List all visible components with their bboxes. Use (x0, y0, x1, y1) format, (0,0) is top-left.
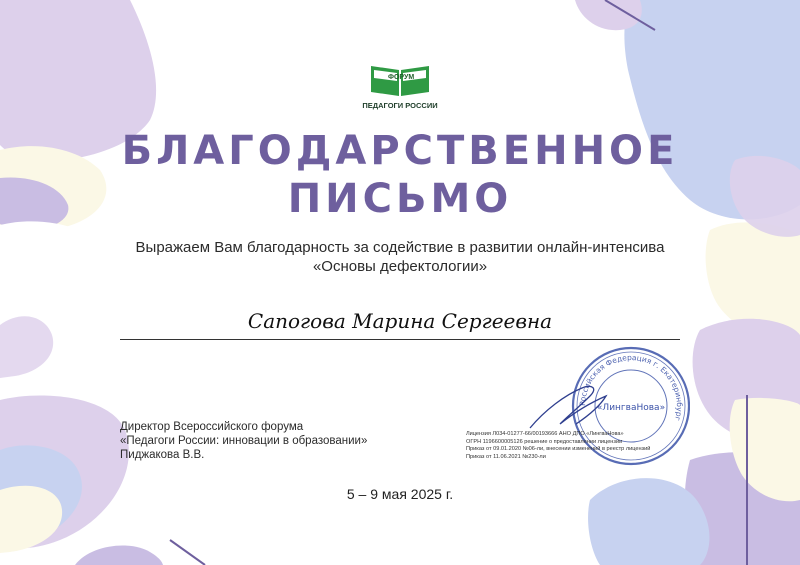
license-text (466, 431, 650, 461)
director-line-1: Директор Всероссийского форума (120, 421, 304, 433)
license-line-4: Приказ от 11.06.2021 №230-ли (466, 453, 546, 460)
gratitude-text (0, 238, 800, 276)
gratitude-line-1: Выражаем Вам благодарность за содействие в развитии онлайн-интенсива (135, 239, 665, 256)
forum-logo (355, 60, 445, 112)
license-line-3: Приказ от 09.01.2020 №06-ли, внесении изменений в реестр лицензий (466, 446, 651, 453)
stamp-center-text: «ЛингваНова» (596, 403, 666, 413)
license-line-1: Лицензия Л034-01277-66/00193666 АНО ДПО «ЛингваНова» (466, 431, 624, 437)
event-dates: 5 – 9 мая 2025 г. (346, 486, 454, 502)
director-block (120, 420, 367, 462)
logo-top-text: ФОРУМ (388, 74, 415, 81)
gratitude-line-2: «Основы дефектологии» (312, 258, 488, 275)
director-line-3: Пиджакова В.В. (120, 449, 205, 461)
director-line-2: «Педагоги России: инновации в образовании» (120, 435, 368, 447)
title-line-2: ПИСЬМО (287, 176, 513, 222)
recipient-name: Сапогова Марина Сергеевна (247, 309, 553, 333)
stroke-bottom-left (170, 540, 205, 565)
title-line-1: БЛАГОДАРСТВЕННОЕ (121, 128, 679, 174)
logo-bottom-text: ПЕДАГОГИ РОССИИ (362, 101, 438, 110)
stamp-ring-text: Российская Федерация г. Екатеринбург (577, 352, 685, 422)
license-line-2: ОГРН 1196600005126 решение о предоставлении лицензии (466, 438, 623, 445)
blob-bottom-left-lilac-corner (75, 546, 163, 565)
